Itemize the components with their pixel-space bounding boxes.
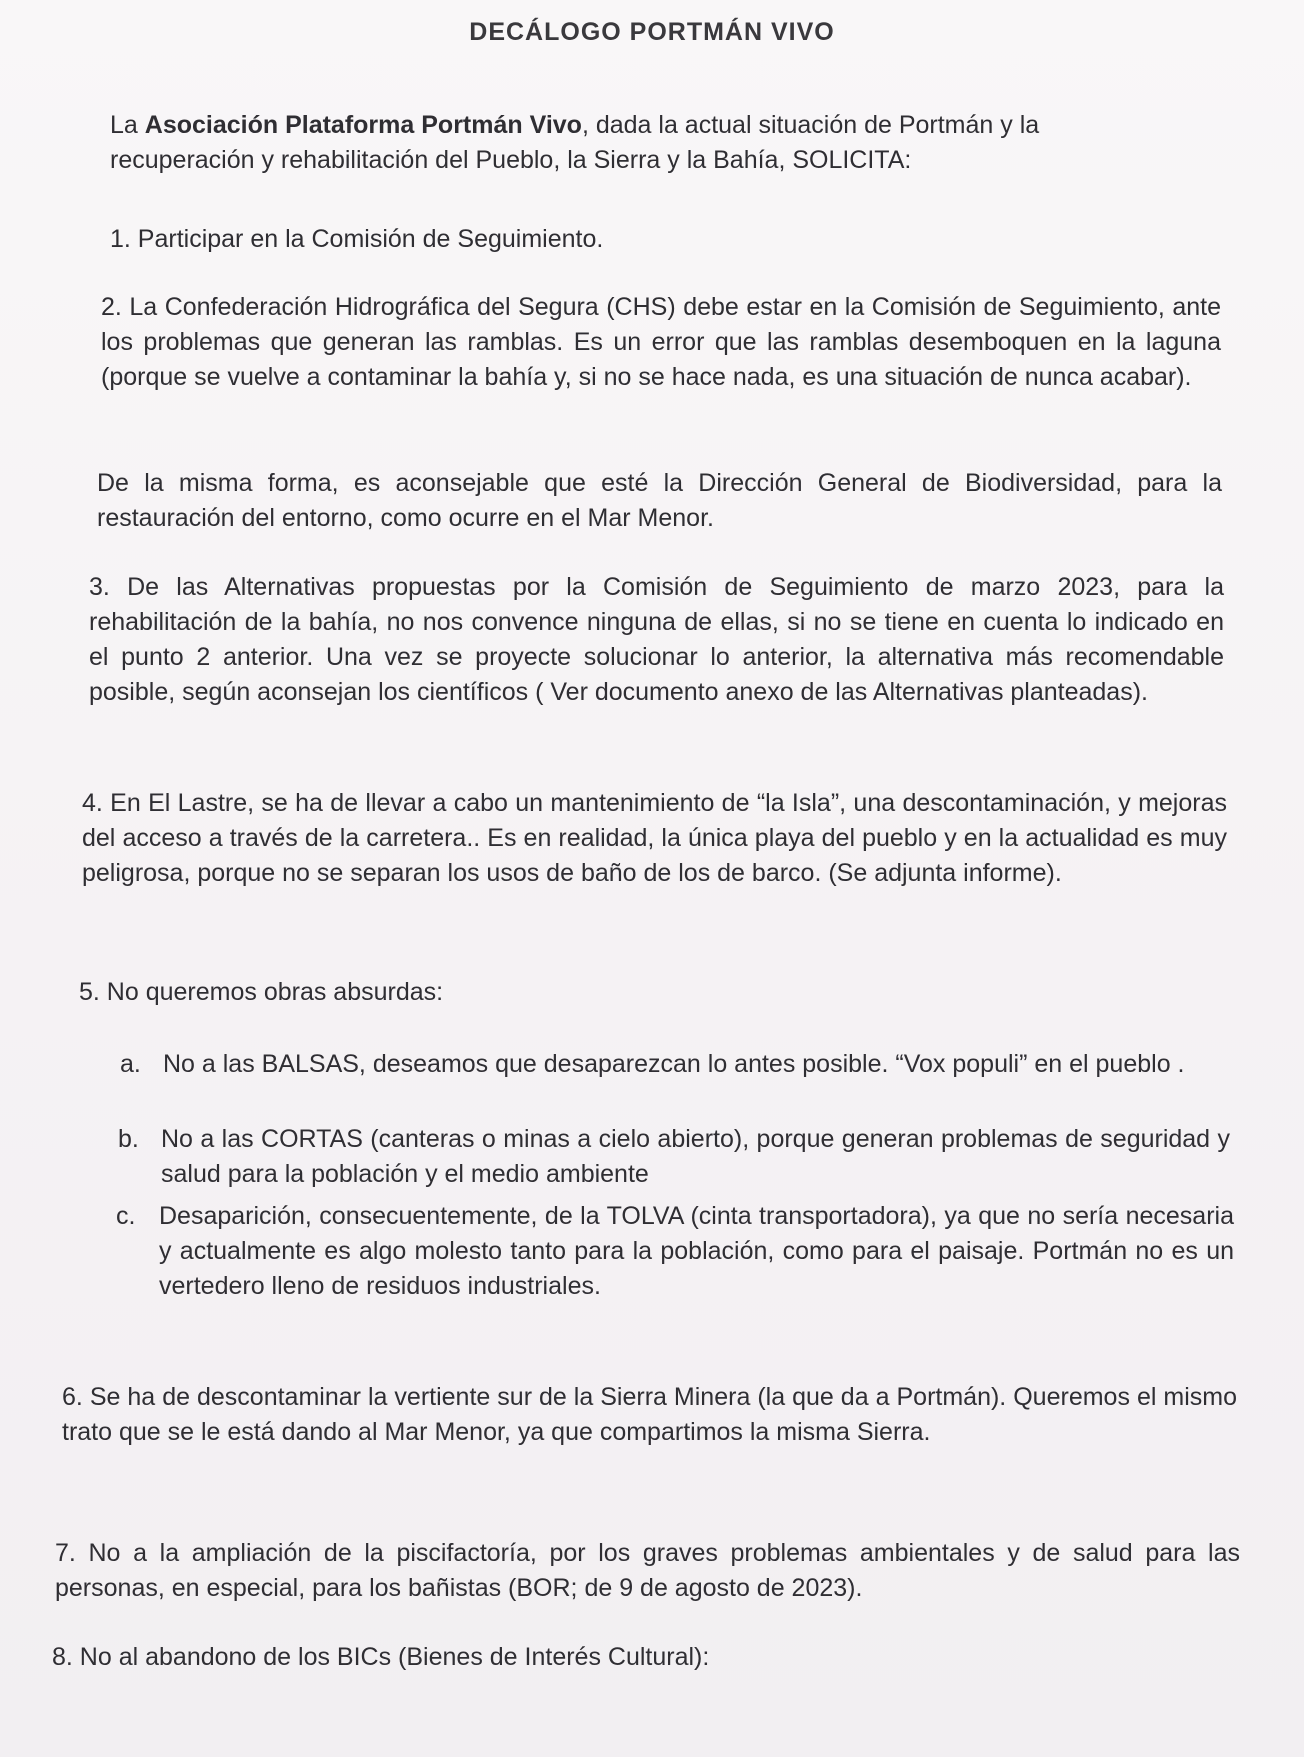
item-5a-marker: a.	[120, 1050, 141, 1078]
item-6: 6. Se ha de descontaminar la vertiente sur de la Sierra Minera (la que da a Portmán). Queremos el mismo trato que se le está dando al Mar Menor, ya que compartimos la misma Sierra.	[62, 1383, 1237, 1446]
item-8: 8. No al abandono de los BICs (Bienes de Interés Cultural):	[52, 1643, 710, 1671]
item-5c	[116, 1199, 1234, 1309]
document-title: DECÁLOGO PORTMÁN VIVO	[469, 18, 835, 46]
item-7: 7. No a la ampliación de la piscifactoría, por los graves problemas ambientales y de salud para las personas, en especial, para los bañistas (BOR; de 9 de agosto de 2023).	[55, 1539, 1240, 1602]
item-5a-text: No a las BALSAS, deseamos que desaparezcan lo antes posible. “Vox populi” en el pueblo .	[163, 1050, 1185, 1078]
item-3: 3. De las Alternativas propuestas por la Comisión de Seguimiento de marzo 2023, para la rehabilitación de la bahía, no nos convence ninguna de ellas, si no se tiene en cuenta lo indicado en el punto 2 anterior. Una vez se proyecte solucionar lo anterior, la alternativa más recomendable posible, según aconsejan los científicos ( Ver documento anexo de las Alternativas planteadas).	[89, 573, 1224, 706]
item-5: 5. No queremos obras absurdas:	[79, 978, 444, 1006]
item-2: 2. La Confederación Hidrográfica del Segura (CHS) debe estar en la Comisión de Seguimiento, ante los problemas que generan las ramblas. Es un error que las ramblas desemboquen en la laguna (porque se vuelve a contaminar la bahía y, si no se hace nada, es una situación de nunca acabar).	[101, 293, 1221, 391]
item-5a	[120, 1047, 1230, 1119]
item-1: 1. Participar en la Comisión de Seguimiento.	[110, 225, 604, 253]
intro-paragraph	[110, 108, 1100, 178]
item-5b-text: No a las CORTAS (canteras o minas a cielo abierto), porque generan problemas de seguridad y salud para la población y el medio ambiente	[161, 1125, 1230, 1188]
item-2-continuation: De la misma forma, es aconsejable que esté la Dirección General de Biodiversidad, para la restauración del entorno, como ocurre en el Mar Menor.	[97, 469, 1222, 532]
item-5b	[118, 1122, 1230, 1194]
item-4: 4. En El Lastre, se ha de llevar a cabo un mantenimiento de “la Isla”, una descontaminación, y mejoras del acceso a través de la carretera.. Es en realidad, la única playa del pueblo y en la actualidad es muy peligrosa, porque no se separan los usos de baño de los de barco. (Se adjunta informe).	[82, 789, 1227, 887]
item-5c-text: Desaparición, consecuentemente, de la TOLVA (cinta transportadora), ya que no sería necesaria y actualmente es algo molesto tanto para la población, como para el paisaje. Portmán no es un vertedero lleno de residuos industriales.	[159, 1202, 1234, 1300]
intro-rest: , dada la actual situación de Portmán y la recuperación y rehabilitación del Pueblo, la Sierra y la Bahía, SOLICITA:	[110, 111, 1040, 174]
item-5c-marker: c.	[116, 1202, 136, 1230]
intro-organization: Asociación Plataforma Portmán Vivo	[144, 111, 582, 139]
item-5b-marker: b.	[118, 1125, 139, 1153]
intro-prefix: La	[110, 111, 145, 139]
